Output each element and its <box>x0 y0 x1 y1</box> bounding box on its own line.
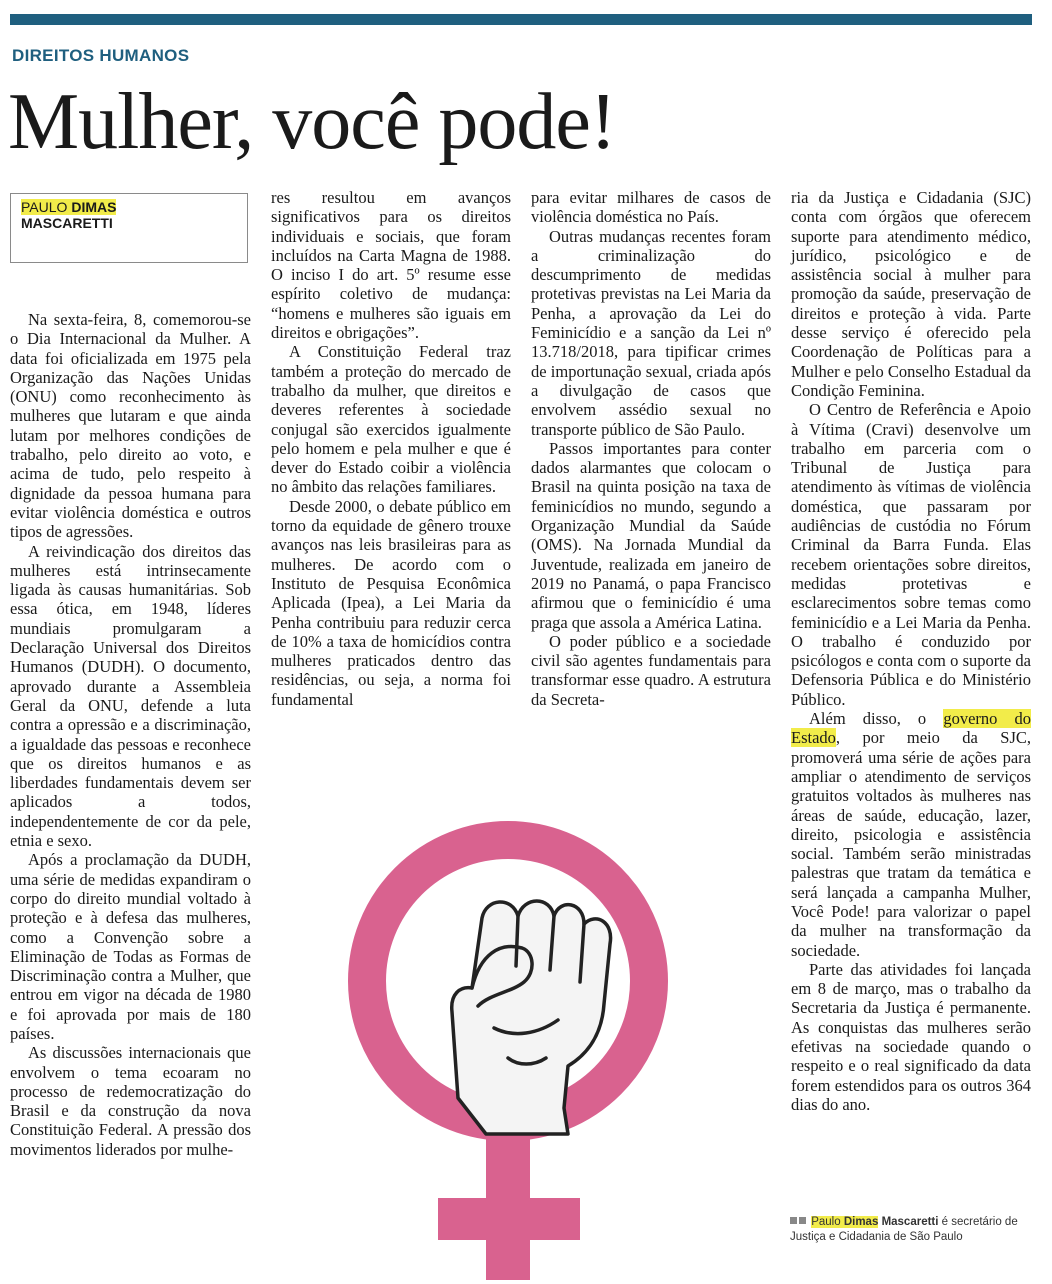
paragraph-text: Além disso, o <box>809 709 944 729</box>
section-label: DIREITOS HUMANOS <box>12 46 190 65</box>
paragraph: O poder público e a sociedade civil são agentes fundamentais para transformar esse quadro. A estrutura da Secreta- <box>531 631 771 709</box>
footnote-first-name: Paulo <box>811 1216 841 1228</box>
paragraph: Na sexta-feira, 8, comemorou-se o Dia Internacional da Mulher. A data foi oficializada em 1975 pela Organização das Nações Unidas (ONU) como reconhecimento às mulheres que lutaram e que ainda lutam por melhores condições de trabalho, pelo direito ao voto, e acima de tudo, pelo respeito à dignidade da pessoa humana para evitar violência doméstica e outros tipos de agressões. <box>10 310 251 542</box>
byline-middle-name: DIMAS <box>71 199 117 215</box>
paragraph: ria da Justiça e Cidadania (SJC) conta com órgãos que oferecem suporte para atendimento médico, jurídico, psicológico e de assistência social à mulher para promoção da saúde, preservação de direitos e proteção à vida. Parte desse serviço é oferecido pela Coordenação de Políticas para a Mulher e pelo Conselho Estadual da Condição Feminina. <box>791 188 1031 400</box>
feminist-symbol-illustration <box>268 798 768 1280</box>
paragraph: O Centro de Referência e Apoio à Vítima (Cravi) desenvolve um trabalho em parceria com o Tribunal de Justiça para atendimento às vítimas de violência doméstica, que passaram por audiências de custódia no Fórum Criminal da Barra Funda. Elas recebem orientações sobre direitos, medidas protetivas e esclarecimentos sobre temas como feminicídio e a Lei Maria da Penha. O trabalho é conduzido por psicólogos e conta com o suporte da Defensoria Pública e do Ministério Público. <box>791 400 1031 709</box>
author-footnote <box>790 1215 1030 1245</box>
female-fist-icon <box>268 798 768 1280</box>
highlighted-text: governo do Estado <box>791 709 1031 748</box>
paragraph: Parte das atividades foi lançada em 8 de março, mas o trabalho da Secretaria da Justiça é permanente. As conquistas das mulheres serão efetivas na sociedade quando o respeito e o real significado da data forem estendidos para os outros 364 dias do ano. <box>791 959 1031 1114</box>
paragraph: res resultou em avanços significativos para os direitos individuais e sociais, que foram incluídos na Carta Magna de 1988. O inciso I do art. 5º resume esse espírito coletivo de mudança: “homens e mulheres são iguais em direitos e obrigações”. <box>271 188 511 343</box>
headline: Mulher, você pode! <box>8 78 616 166</box>
article-column-2 <box>271 188 511 709</box>
paragraph: As discussões internacionais que envolvem o tema ecoaram no processo de redemocratização do Brasil e da construção da nova Constituição Federal. A pressão dos movimentos liderados por mulhe- <box>10 1043 251 1159</box>
paragraph-text: , por meio da SJC, promoverá uma série de ações para ampliar o atendimento de serviços gratuitos voltados às mulheres nas áreas de saúde, educação, lazer, direito, psicologia e assistência social. Também serão ministradas palestras que tratam da temática e será lançada a campanha Mulher, Você Pode! para valorizar o papel da mulher na transformação da sociedade. <box>791 728 1031 960</box>
footnote-last-name: Mascaretti <box>881 1216 939 1228</box>
byline-first-name: PAULO <box>21 199 68 215</box>
paragraph: Desde 2000, o debate público em torno da equidade de gênero trouxe avanços nas leis brasileiras para as mulheres. De acordo com o Instituto de Pesquisa Econômica Aplicada (Ipea), a Lei Maria da Penha contribuiu para reduzir cerca de 10% a taxa de homicídios contra mulheres praticados dentro das residências, ou seja, a norma foi fundamental <box>271 496 511 709</box>
article-column-3 <box>531 188 771 709</box>
top-rule <box>10 14 1032 25</box>
byline-box <box>10 193 248 263</box>
paragraph: A reivindicação dos direitos das mulheres está intrinsecamente ligada às causas humanitárias. Sob essa ótica, em 1948, líderes mundiais promulgaram a Declaração Universal dos Direitos Humanos (DUDH). O documento, aprovado durante a Assembleia Geral da ONU, defende a luta contra a opressão e a discriminação, a igualdade das pessoas e reconhece que os direitos humanos e as liberdades fundamentais devem ser aplicados a todos, independentemente de cor da pele, etnia e sexo. <box>10 541 251 851</box>
paragraph: A Constituição Federal traz também a proteção do mercado de trabalho da mulher, que direitos e deveres referentes à sociedade conjugal são exercidos igualmente pelo homem e pela mulher e que é dever do Estado coibir a violência no âmbito das relações familiares. <box>271 342 511 497</box>
article-column-1 <box>10 310 251 1159</box>
article-column-4 <box>791 188 1031 1114</box>
byline-last-name: MASCARETTI <box>21 215 113 231</box>
paragraph: para evitar milhares de casos de violência doméstica no País. <box>531 188 771 227</box>
footnote-text: é secretário de Justiça e Cidadania de São Paulo <box>790 1216 1018 1243</box>
paragraph: Passos importantes para conter dados alarmantes que colocam o Brasil na quinta posição na taxa de feminicídios no mundo, segundo a Organização Mundial da Saúde (OMS). Na Jornada Mundial da Juventude, realizada em janeiro de 2019 no Panamá, o papa Francisco afirmou que o feminicídio é uma praga que assola a América Latina. <box>531 438 771 632</box>
paragraph: Outras mudanças recentes foram a criminalização do descumprimento de medidas protetivas previstas na Lei Maria da Penha, a aprovação da Lei do Feminicídio e a sanção da Lei nº 13.718/2018, para tipificar crimes de importunação sexual, criada após a divulgação de casos que envolvem assédio sexual no transporte público de São Paulo. <box>531 226 771 439</box>
footnote-middle-name: Dimas <box>843 1216 879 1228</box>
paragraph: Após a proclamação da DUDH, uma série de medidas expandiram o corpo do direito mundial voltado à proteção e à defesa das mulheres, como a Convenção sobre a Eliminação de Todas as Formas de Discriminação contra a Mulher, que entrou em vigor na década de 1980 e foi aprovada por mais de 180 países. <box>10 850 251 1043</box>
paragraph <box>791 709 1031 960</box>
